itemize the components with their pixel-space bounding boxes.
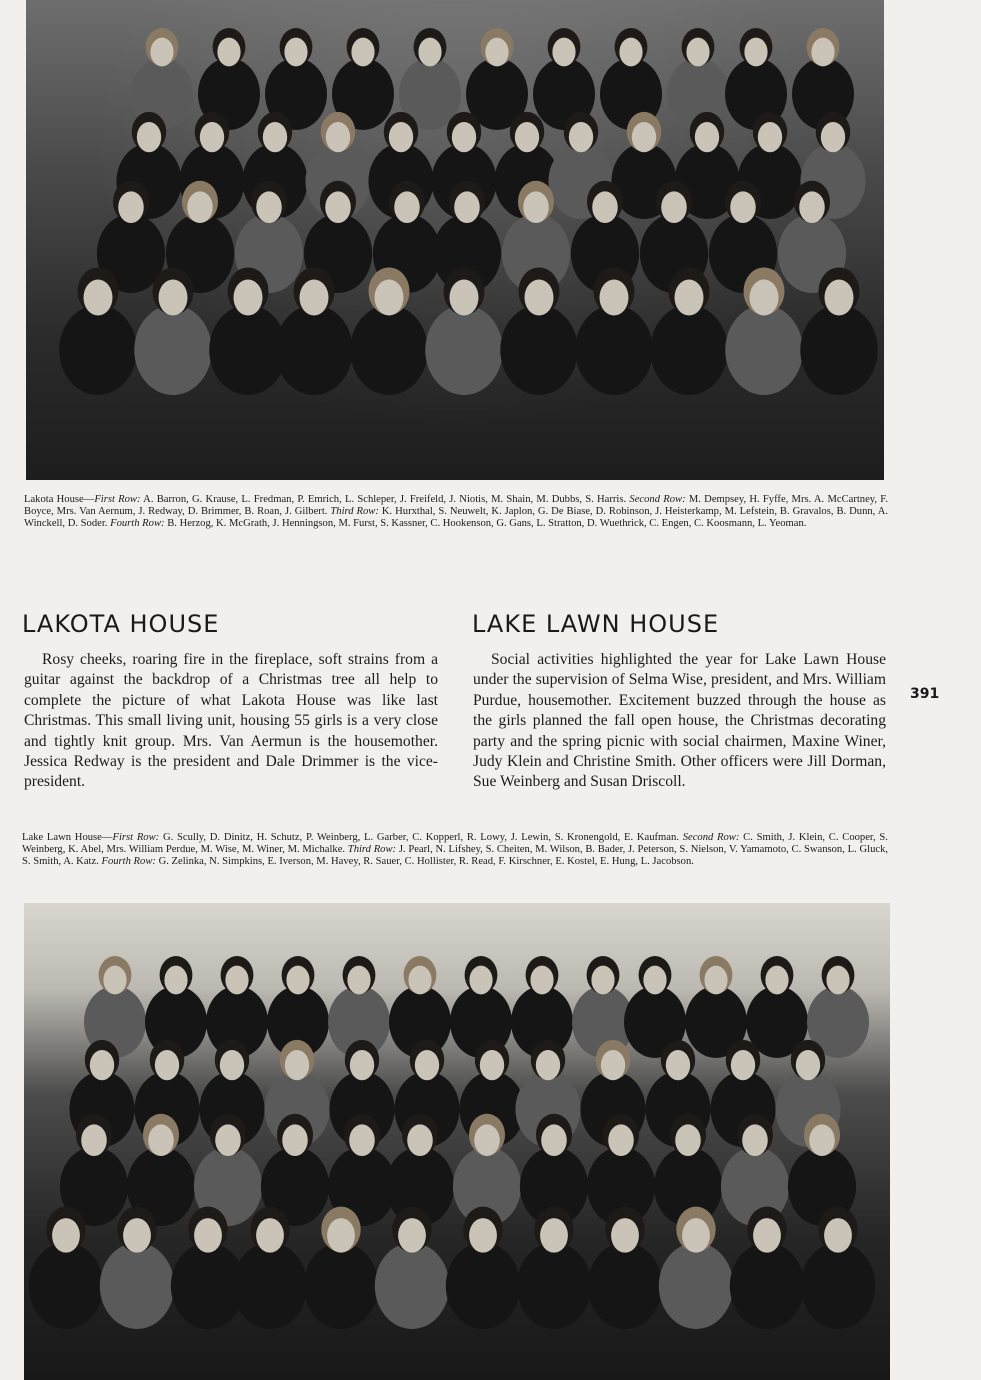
person-figure <box>659 1207 733 1329</box>
caption-house-name: Lake Lawn House <box>22 832 102 843</box>
caption-row-names: J. Pearl, N. Lifshey, S. Cheiten, M. Wilson, B. Bader, J. Peterson, S. Nielson, V. Yamamoto, C. Swanson, L. Gluck, S. Smith, A. Katz. <box>22 844 889 867</box>
caption-row-names: M. Dempsey, H. Fyffe, Mrs. A. McCartney, F. Boyce, Mrs. Van Aernum, J. Redway, D. Brimmer, B. Roan, J. Gilbert. <box>24 494 888 517</box>
caption-row-names: A. Barron, G. Krause, L. Fredman, P. Emrich, L. Schleper, J. Freifeld, J. Niotis, M. Shain, M. Dubbs, S. Harris. <box>143 494 627 505</box>
person-figure <box>588 1207 662 1329</box>
caption-row-names: B. Herzog, K. McGrath, J. Henningson, M. Furst, S. Kassner, C. Hookenson, G. Gans, L. Stratton, D. Wuethrick, C. Engen, C. Koosmann, L. Yeoman. <box>167 518 807 529</box>
person-figure <box>375 1207 449 1329</box>
caption-row-label: First Row: <box>112 832 160 843</box>
lake-lawn-photo-figures <box>24 903 890 1380</box>
lake-lawn-house-heading: LAKE LAWN HOUSE <box>472 610 720 638</box>
caption-row-label: Fourth Row: <box>110 518 165 529</box>
person-figure <box>667 28 729 130</box>
lake-lawn-article-text: Social activities highlighted the year for Lake Lawn House under the supervision of Selma Wise, president, and Mrs. William Purdue, housemother. Excitement buzzed through the house as the girls planned the fall open house, the Christmas decorating party and the spring picnic with social chairmen, Maxine Winer, Judy Klein and Christine Smith. Other officers were Jill Dorman, Sue Weinberg and Susan Driscoll. <box>473 651 886 791</box>
lake-lawn-photo-caption: Lake Lawn House—First Row: G. Scully, D. Dinitz, H. Schutz, P. Weinberg, L. Garber, C. Kopperl, R. Lowy, J. Lewin, S. Kronengold, E. Kaufman. Second Row: C. Smith, J. Klein, C. Cooper, S. Weinberg, K. Abel, Mrs. William Perdue, M. Wise, M. Winer, M. Michalke. Third Row: J. Pearl, N. Lifshey, S. Cheiten, M. Wilson, B. Bader, J. Peterson, S. Nielson, V. Yamamoto, C. Swanson, L. Gluck, S. Smith, A. Katz. Fourth Row: G. Zelinka, N. Simpkins, E. Iverson, M. Havey, R. Sauer, C. Hollister, R. Read, F. Kirschner, E. Kostel, E. Hung, L. Jacobson. <box>22 832 889 867</box>
caption-row-label: Fourth Row: <box>101 856 156 867</box>
lakota-house-heading: LAKOTA HOUSE <box>22 610 220 638</box>
caption-row-names: G. Zelinka, N. Simpkins, E. Iverson, M. Havey, R. Sauer, C. Hollister, R. Read, F. Kirschner, E. Kostel, E. Hung, L. Jacobson. <box>158 856 694 867</box>
lake-lawn-group-photo <box>24 903 890 1380</box>
lakota-photo-figures <box>26 0 884 480</box>
lakota-group-photo <box>26 0 884 480</box>
caption-row-label: First Row: <box>94 494 141 505</box>
person-figure <box>425 268 503 396</box>
caption-row-label: Second Row: <box>629 494 686 505</box>
person-figure <box>517 1207 591 1329</box>
caption-row-label: Third Row: <box>330 506 379 517</box>
person-figure <box>801 1207 875 1329</box>
person-figure <box>730 1207 804 1329</box>
caption-row-label: Third Row: <box>347 844 397 855</box>
lakota-photo-caption: Lakota House—First Row: A. Barron, G. Krause, L. Fredman, P. Emrich, L. Schleper, J. Freifeld, J. Niotis, M. Shain, M. Dubbs, S. Harris. Second Row: M. Dempsey, H. Fyffe, Mrs. A. McCartney, F. Boyce, Mrs. Van Aernum, J. Redway, D. Brimmer, B. Roan, J. Gilbert. Third Row: K. Hurxthal, S. Neuwelt, K. Japlon, G. De Biase, D. Robinson, J. Heisterkamp, M. Lefstein, B. Gravalos, B. Dunn, A. Winckell, D. Soder. Fourth Row: B. Herzog, K. McGrath, J. Henningson, M. Furst, S. Kassner, C. Hookenson, G. Gans, L. Stratton, D. Wuethrick, C. Engen, C. Koosmann, L. Yeoman. <box>24 494 888 529</box>
person-figure <box>500 268 578 396</box>
caption-row-names: C. Smith, J. Klein, C. Cooper, S. Weinberg, K. Abel, Mrs. William Perdue, M. Wise, M. Winer, M. Michalke. <box>22 832 888 855</box>
person-figure <box>145 956 207 1058</box>
person-figure <box>792 28 854 130</box>
person-figure <box>450 956 512 1058</box>
lakota-article-text: Rosy cheeks, roaring fire in the fireplace, soft strains from a guitar against the backdrop of a Christmas tree all help to complete the picture of what Lakota House was like last Christmas. This small living unit, housing 55 girls is a very close and tightly knit group. Mrs. Van Aermun is the housemother. Jessica Redway is the president and Dale Drimmer is the vice-president. <box>24 651 438 791</box>
person-figure <box>446 1207 520 1329</box>
person-figure <box>746 956 808 1058</box>
page-number: 391 <box>910 686 940 702</box>
caption-row-label: Second Row: <box>682 832 740 843</box>
caption-row-names: G. Scully, D. Dinitz, H. Schutz, P. Weinberg, L. Garber, C. Kopperl, R. Lowy, J. Lewin, S. Kronengold, E. Kaufman. <box>162 832 679 843</box>
caption-row-names: K. Hurxthal, S. Neuwelt, K. Japlon, G. De Biase, D. Robinson, J. Heisterkamp, M. Lefstein, B. Gravalos, B. Dunn, A. Winckell, D. Soder. <box>24 506 888 529</box>
caption-house-name: Lakota House <box>24 494 84 505</box>
person-figure <box>572 956 634 1058</box>
